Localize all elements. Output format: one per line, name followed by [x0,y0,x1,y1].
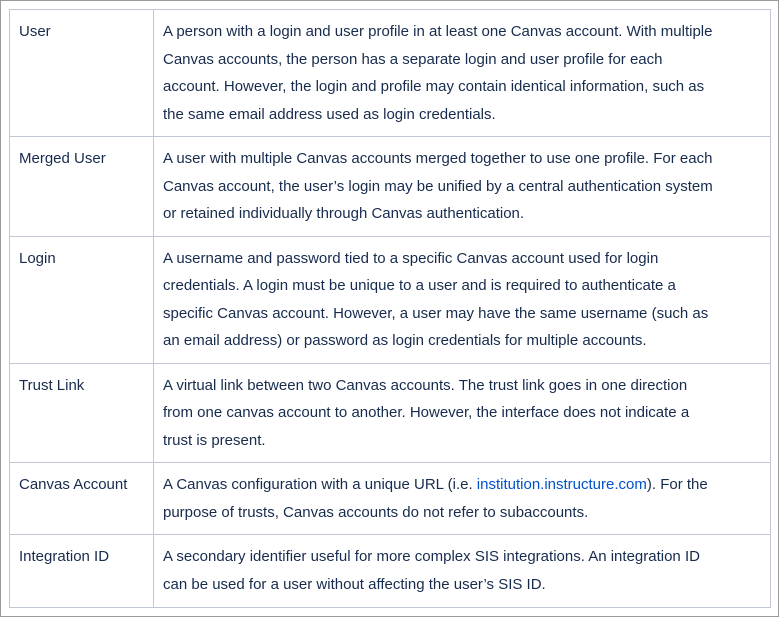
table-row [10,535,771,608]
definition-line: Canvas account, the user’s login may be unified by a central authentication system [163,177,713,195]
term-cell: Integration ID [10,535,154,608]
definition-line: from one canvas account to another. However, the interface does not indicate a [163,404,690,421]
definition-line: credentials. A login must be unique to a user and is required to authenticate a [163,277,676,294]
text-segment: ). For the [646,476,708,493]
definition-line: A person with a login and user profile in at least one Canvas account. With multiple [163,23,713,40]
definition-line: A username and password tied to a specific Canvas account used for login [163,249,659,267]
term-cell: User [10,10,154,137]
definition-cell [154,236,771,363]
definition-cell [154,363,771,463]
table-row [10,236,771,363]
term-cell: Merged User [10,137,154,237]
text-segment: A Canvas configuration with a unique URL (i.e. [163,476,477,493]
institution-url-link[interactable]: institution.instructure.com [476,476,647,493]
glossary-table [9,9,771,608]
definition-cell [154,463,771,535]
definition-cell [154,10,771,137]
definition-line: specific Canvas account. However, a user may have the same username (such as [163,304,709,322]
definition-line [163,471,761,499]
definition-line: or retained individually through Canvas authentication. [163,205,525,222]
definition-line: the same email address used as login credentials. [163,105,496,123]
definition-line: A secondary identifier useful for more complex SIS integrations. An integration ID [163,548,700,565]
definition-cell [154,137,771,237]
definition-line: A virtual link between two Canvas accounts. The trust link goes in one direction [163,376,688,394]
table-row [10,463,771,535]
definition-line: can be used for a user without affecting the user’s SIS ID. [163,575,546,593]
table-row [10,10,771,137]
definition-line: A user with multiple Canvas accounts merged together to use one profile. For each [163,150,713,167]
table-row [10,137,771,237]
table-row [10,363,771,463]
definition-line: trust is present. [163,431,266,449]
definition-line: account. However, the login and profile may contain identical information, such as [163,78,705,95]
term-cell: Canvas Account [10,463,154,535]
term-cell: Login [10,236,154,363]
definition-cell [154,535,771,608]
definition-line: Canvas accounts, the person has a separate login and user profile for each [163,50,663,68]
definition-line: purpose of trusts, Canvas accounts do not refer to subaccounts. [163,503,589,521]
definition-line: an email address) or password as login credentials for multiple accounts. [163,332,647,349]
term-cell: Trust Link [10,363,154,463]
